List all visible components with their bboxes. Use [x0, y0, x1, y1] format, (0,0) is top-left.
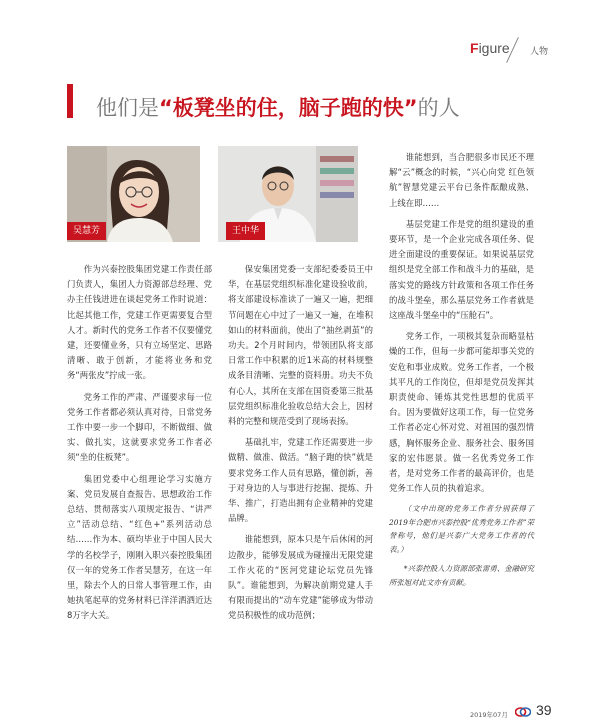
paragraph: 党务工作，一项极其复杂而略显枯燥的工作，但每一步都可能却事关党的安危和事业成败。党务工作者，一个极其平凡的工作岗位，但却是党员发挥其职责使命、锤炼其党性思想的优质平台。因为要做好这项工作，每一位党务工作者必定心怀对党、对祖国的强烈情感，胸怀服务企业、服务社会、服务国家的宏伟愿景。做一名优秀党务工作者，是对党务工作者的最高评价，也是党务工作人员的执着追求。 [389, 331, 534, 494]
paragraph: 保安集团党委一支部纪委委员王中华，在基层党组织标准化建设验收前，将支部建设标准读了一遍又一遍，把细节问题在心中过了一遍又一遍，在堆积如山的材料面前，使出了“抽丝剥茧”的功夫。2个月时间内，带领团队将支部日常工作中积累的近1米高的材料规整成条目清晰、完整的资料册。功夫不负有心人，其所在支部在国资委第三批基层党组织标准化验收总结大会上，因材料的完整和规范受到了现场表扬。 [228, 264, 373, 427]
paragraph: 基层党建工作是党的组织建设的重要环节，是一个企业完成各项任务、促进全面建设的重要保证。如果说基层党组织是党全部工作和战斗力的基础，是落实党的路线方针政策和各项工作任务的战斗堡垒，那么基层党务工作者就是这座战斗堡垒中的“压舱石”。 [389, 218, 534, 321]
article-notes [389, 502, 534, 589]
paragraph: 作为兴泰控股集团党建工作责任部门负责人，集团人力资源部总经理、党办主任钱进进在谈起党务工作时说道：比起其他工作，党建工作更需要复合型人才。新时代的党务工作者不仅要懂党建，还要懂业务，只有立场坚定、思路清晰、敢于创新，才能将业务和党务“两张皮”拧成一张。 [67, 264, 212, 381]
photo-name-tag-2: 王中华 [226, 222, 265, 240]
section-name: 人物 [530, 47, 549, 57]
page-number: 39 [536, 702, 552, 718]
award-note: （文中出现的党务工作者分别获得了2019年合肥市兴泰控股“优秀党务工作者”荣誉称号，他们是兴泰广大党务工作者的代表。） [389, 504, 534, 554]
page-title [96, 92, 460, 122]
text-column-3 [389, 150, 534, 595]
section-brand [470, 40, 510, 56]
title-suffix: 的人 [417, 96, 460, 120]
text-column-1 [67, 262, 212, 630]
section-brand-rest: igure [478, 40, 510, 56]
title-accent-bar [67, 84, 73, 118]
magazine-logo-icon [515, 707, 531, 717]
paragraph: 党务工作的严肃、严谨要求每一位党务工作者都必须认真对待，日常党务工作中要一步一个脚印，不断做细、做实、做扎实，这就要求党务工作者必须“坐的住板凳”。 [67, 391, 212, 463]
issue-date: 2019年07月 [470, 711, 508, 719]
paragraph: 谁能想到，原本只是午后休闲的河边散步，能够发展成为碰撞出无限党建工作火花的“医河党建论坛党员先锋队”。谁能想到，为解决前期党建人手有限而提出的“动车党建”能够成为带动党员积极性的成功范例； [228, 534, 373, 621]
title-prefix: 他们是 [96, 96, 159, 120]
section-brand-initial: F [470, 40, 479, 56]
paragraph: 谁能想到，当合肥很多市民还不理解“云”概念的时候，“兴心向党 红色领航”智慧党建云平台已条件酝酿成熟、上线在即…… [389, 152, 534, 208]
title-quote: “板凳坐的住，脑子跑的快” [159, 96, 418, 120]
paragraph: 集团党委中心组理论学习实施方案、党员发展自查报告、思想政治工作总结、贯彻落实八项规定报告、“讲严立”活动总结、“红色+”系列活动总结……作为本、硕均毕业于中国人民大学的名校学子，刚刚入职兴泰控股集团仅一年的党务工作者吴慧芳，在这一年里，除去个人的日常人事管理工作，由她执笔起草的党务材料已洋洋洒洒近达8万字大关。 [67, 473, 212, 621]
text-column-2 [228, 262, 373, 630]
photo-name-tag-1: 吴慧芳 [67, 222, 106, 240]
contributor-note: *兴泰控股人力资源部张雷勇、金融研究所张旭对此文亦有贡献。 [389, 564, 534, 587]
paragraph: 基础扎牢，党建工作还需要进一步做精、做准、做活。“脑子跑的快”就是要求党务工作人员有思路，懂创新，善于对身边的人与事进行挖掘、提炼、升华、推广，打造出拥有企业精神的党建品牌。 [228, 437, 373, 524]
